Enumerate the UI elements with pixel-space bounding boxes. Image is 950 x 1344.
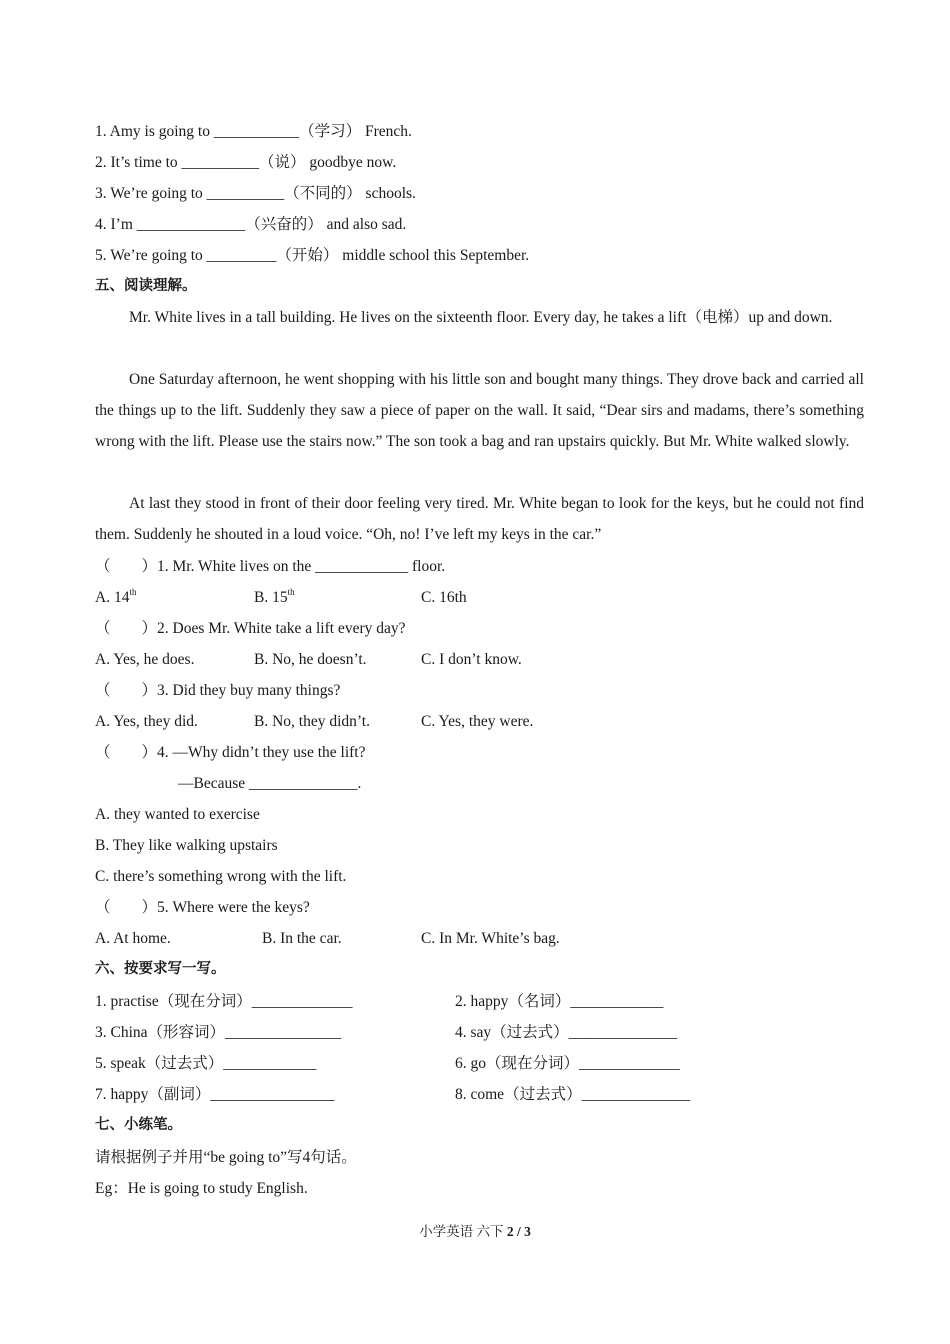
option-1b: B. 15th: [254, 587, 295, 606]
word-form-row-2: [0, 1017, 950, 1048]
word-form-row-4: [0, 1079, 950, 1110]
options-row-1: [0, 582, 950, 613]
option-4c: C. there’s something wrong with the lift.: [95, 868, 347, 885]
question-4-line-2: —Because ______________.: [178, 775, 362, 792]
question-2: （ ）2. Does Mr. White take a lift every day?: [95, 620, 406, 637]
question-3: （ ）3. Did they buy many things?: [95, 682, 341, 699]
word-form-3: 3. China（形容词）_______________: [95, 1024, 342, 1041]
option-2a: A. Yes, he does.: [95, 651, 195, 668]
word-form-row-3: [0, 1048, 950, 1079]
fill-blank-3: 3. We’re going to __________（不同的） schools.: [95, 185, 416, 202]
option-1c: C. 16th: [421, 589, 467, 606]
word-form-5: 5. speak（过去式）____________: [95, 1055, 317, 1072]
option-4a: A. they wanted to exercise: [95, 806, 260, 823]
option-3b: B. No, they didn’t.: [254, 713, 370, 730]
fill-blank-1: 1. Amy is going to ___________（学习） French.: [95, 123, 412, 140]
option-5b: B. In the car.: [262, 930, 342, 947]
options-row-2: [0, 644, 950, 675]
options-row-5: [0, 923, 950, 954]
question-1: （ ）1. Mr. White lives on the ____________ floor.: [95, 558, 446, 575]
question-4: （ ）4. —Why didn’t they use the lift?: [95, 744, 366, 761]
word-form-7: 7. happy（副词）________________: [95, 1086, 335, 1103]
option-4b: B. They like walking upstairs: [95, 837, 278, 854]
option-3c: C. Yes, they were.: [421, 713, 534, 730]
word-form-8: 8. come（过去式）______________: [455, 1086, 691, 1103]
option-3a: A. Yes, they did.: [95, 713, 198, 730]
page-footer: [0, 1222, 950, 1242]
word-form-2: 2. happy（名词）____________: [455, 993, 664, 1010]
word-form-row-1: [0, 986, 950, 1017]
section-7-instruction: 请根据例子并用“be going to”写4句话。: [95, 1149, 357, 1166]
option-2b: B. No, he doesn’t.: [254, 651, 367, 668]
page-number: 2 / 3: [506, 1224, 531, 1239]
section-6-title: 六、按要求写一写。: [95, 961, 226, 977]
fill-blank-5: 5. We’re going to _________（开始） middle school this September.: [95, 247, 530, 264]
word-form-4: 4. say（过去式）______________: [455, 1024, 678, 1041]
word-form-6: 6. go（现在分词）_____________: [455, 1055, 680, 1072]
fill-blank-2: 2. It’s time to __________（说） goodbye now.: [95, 154, 397, 171]
word-form-1: 1. practise（现在分词）_____________: [95, 993, 353, 1010]
reading-paragraph-2: One Saturday afternoon, he went shopping with his little son and bought many things. They drove back and carried all the things up to the lift. Suddenly they saw a piece of paper on the wall. It said, “Dear sirs and madams, there’s something wrong with the lift. Please use the stairs now.” The son took a bag and ran upstairs quickly. But Mr. White walked slowly.: [95, 371, 864, 450]
reading-paragraph-1: Mr. White lives in a tall building. He lives on the sixteenth floor. Every day, he takes a lift（电梯）up and down.: [129, 309, 833, 326]
option-2c: C. I don’t know.: [421, 651, 522, 668]
footer-subject: 小学英语 六下: [419, 1224, 507, 1239]
fill-blank-4: 4. I’m ______________（兴奋的） and also sad.: [95, 216, 407, 233]
option-5c: C. In Mr. White’s bag.: [421, 930, 560, 947]
section-7-title: 七、小练笔。: [95, 1117, 182, 1133]
question-5: （ ）5. Where were the keys?: [95, 899, 310, 916]
reading-paragraph-3: At last they stood in front of their door feeling very tired. Mr. White began to look for the keys, but he could not find them. Suddenly he shouted in a loud voice. “Oh, no! I’ve left my keys in the car.”: [95, 495, 864, 543]
options-row-3: [0, 706, 950, 737]
section-5-title: 五、阅读理解。: [95, 278, 197, 294]
option-1a: A. 14th: [95, 587, 137, 606]
option-5a: A. At home.: [95, 930, 171, 947]
section-7-example: Eg：He is going to study English.: [95, 1180, 308, 1197]
